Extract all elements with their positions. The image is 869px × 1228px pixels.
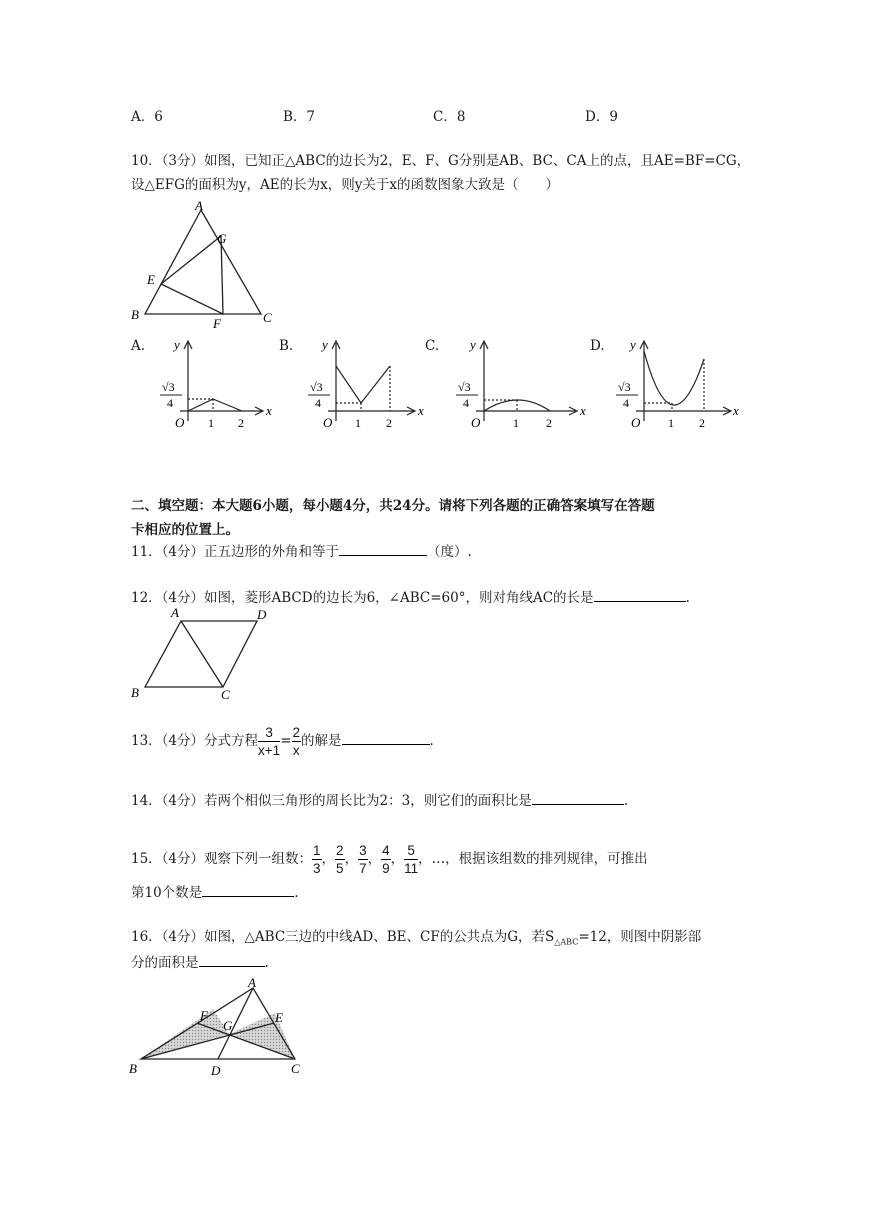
svg-text:y: y — [470, 337, 476, 352]
svg-text:B: B — [129, 1061, 137, 1076]
fraction: $\frac{2}{x}$ — [292, 725, 301, 758]
answer-blank[interactable] — [532, 790, 624, 805]
svg-text:1: 1 — [668, 416, 674, 430]
svg-text:D: D — [257, 607, 267, 622]
answer-blank[interactable] — [342, 730, 430, 745]
svg-text:A: A — [248, 975, 256, 990]
svg-text:y: y — [322, 337, 328, 352]
q11: 11．（4分）正五边形的外角和等于 （度）. — [131, 541, 472, 561]
section-heading: 二、填空题：本大题6小题，每小题4分，共24分。请将下列各题的正确答案填写在答题 — [131, 498, 655, 514]
answer-blank[interactable] — [202, 882, 294, 897]
q14: 14．（4分）若两个相似三角形的周长比为2：3，则它们的面积比是 . — [131, 790, 628, 810]
label-f: F — [213, 316, 221, 331]
svg-text:2: 2 — [386, 416, 392, 430]
graph-option-b — [298, 333, 433, 433]
svg-text:4: 4 — [623, 396, 629, 410]
shaded-region — [229, 1013, 295, 1059]
label-b: B — [131, 307, 139, 322]
graph-option-c-label: C. — [425, 338, 440, 354]
graph-option-a-label: A. — [131, 338, 146, 354]
svg-text:D: D — [211, 1063, 221, 1078]
svg-text:4: 4 — [167, 396, 173, 410]
svg-text:x: x — [418, 403, 424, 418]
svg-text:x: x — [580, 403, 586, 418]
q10-line2: 设△EFG的面积为y，AE的长为x，则y关于x的函数图象大致是（ ） — [131, 177, 559, 193]
q15: 15．（4分）观察下列一组数： $\frac{1}{3}$ ， $\frac{2}{5}$ ， $\frac{3}{7}$ ， $\frac{4}{9}$ ， $\frac{5}{11}$ ，…，根据该组数的排列规律，可推出 — [131, 843, 648, 876]
svg-text:√3: √3 — [458, 380, 471, 394]
svg-text:4: 4 — [463, 396, 469, 410]
graph-option-a — [150, 333, 280, 433]
svg-text:2: 2 — [238, 416, 244, 430]
svg-text:A: A — [171, 605, 179, 620]
section-heading-line2: 卡相应的位置上。 — [131, 522, 239, 538]
svg-text:1: 1 — [355, 416, 361, 430]
svg-text:1: 1 — [513, 416, 519, 430]
label-e: E — [147, 272, 155, 287]
svg-text:2: 2 — [699, 416, 705, 430]
option-c: C．8 — [433, 109, 466, 125]
svg-text:G: G — [223, 1018, 233, 1033]
svg-text:O: O — [471, 415, 481, 430]
rhombus-abcd-figure — [125, 603, 285, 701]
answer-blank[interactable] — [594, 587, 686, 602]
option-a: A．6 — [131, 109, 163, 125]
svg-text:√3: √3 — [310, 380, 323, 394]
q16: 16．（4分）如图，△ABC三边的中线AD、BE、CF的公共点为G，若$S_{\triangle ABC}=12$，则图中阴影部 — [131, 929, 702, 947]
answer-blank[interactable] — [339, 541, 427, 556]
label-a: A — [195, 198, 203, 213]
svg-text:√3: √3 — [162, 380, 175, 394]
svg-text:√3: √3 — [618, 380, 631, 394]
graph-option-d-label: D. — [590, 338, 605, 354]
svg-text:O: O — [323, 415, 333, 430]
svg-text:x: x — [733, 403, 739, 418]
q12: 12．（4分）如图，菱形ABCD的边长为6，∠ABC=60°，则对角线AC的长是 . — [131, 587, 690, 607]
option-b: B．7 — [283, 109, 316, 125]
svg-text:y: y — [630, 337, 636, 352]
label-g: G — [217, 231, 227, 246]
triangle-abc-figure — [125, 198, 285, 333]
option-d: D．9 — [585, 109, 618, 125]
fraction: $\frac{3}{x+1}$ — [258, 725, 281, 758]
shaded-region — [141, 1009, 229, 1059]
q13: 13．（4分）分式方程 $\frac{3}{x+1}$ = $\frac{2}{x}$ 的解是 . — [131, 725, 434, 758]
svg-text:4: 4 — [315, 396, 321, 410]
q10-line1: 10．（3分）如图，已知正△ABC的边长为2，E、F、G分别是AB、BC、CA上的点，且AE=BF=CG， — [131, 153, 751, 169]
svg-text:O: O — [175, 415, 185, 430]
triangle-medians-figure — [125, 975, 315, 1080]
svg-text:y: y — [174, 337, 180, 352]
q15-line2: 第10个数是 . — [131, 882, 298, 902]
q16-line2: 分的面积是 . — [131, 952, 269, 972]
graph-option-d — [606, 333, 741, 433]
svg-text:F: F — [200, 1008, 208, 1023]
svg-text:C: C — [291, 1061, 300, 1076]
answer-blank[interactable] — [199, 952, 265, 967]
graph-option-b-label: B. — [279, 338, 294, 354]
svg-text:B: B — [131, 685, 139, 700]
svg-text:x: x — [266, 403, 272, 418]
svg-text:E: E — [275, 1010, 283, 1025]
graph-option-c — [446, 333, 591, 433]
label-c: C — [263, 310, 272, 325]
svg-text:O: O — [631, 415, 641, 430]
svg-text:2: 2 — [546, 416, 552, 430]
svg-text:C: C — [221, 687, 230, 701]
svg-text:1: 1 — [208, 416, 214, 430]
